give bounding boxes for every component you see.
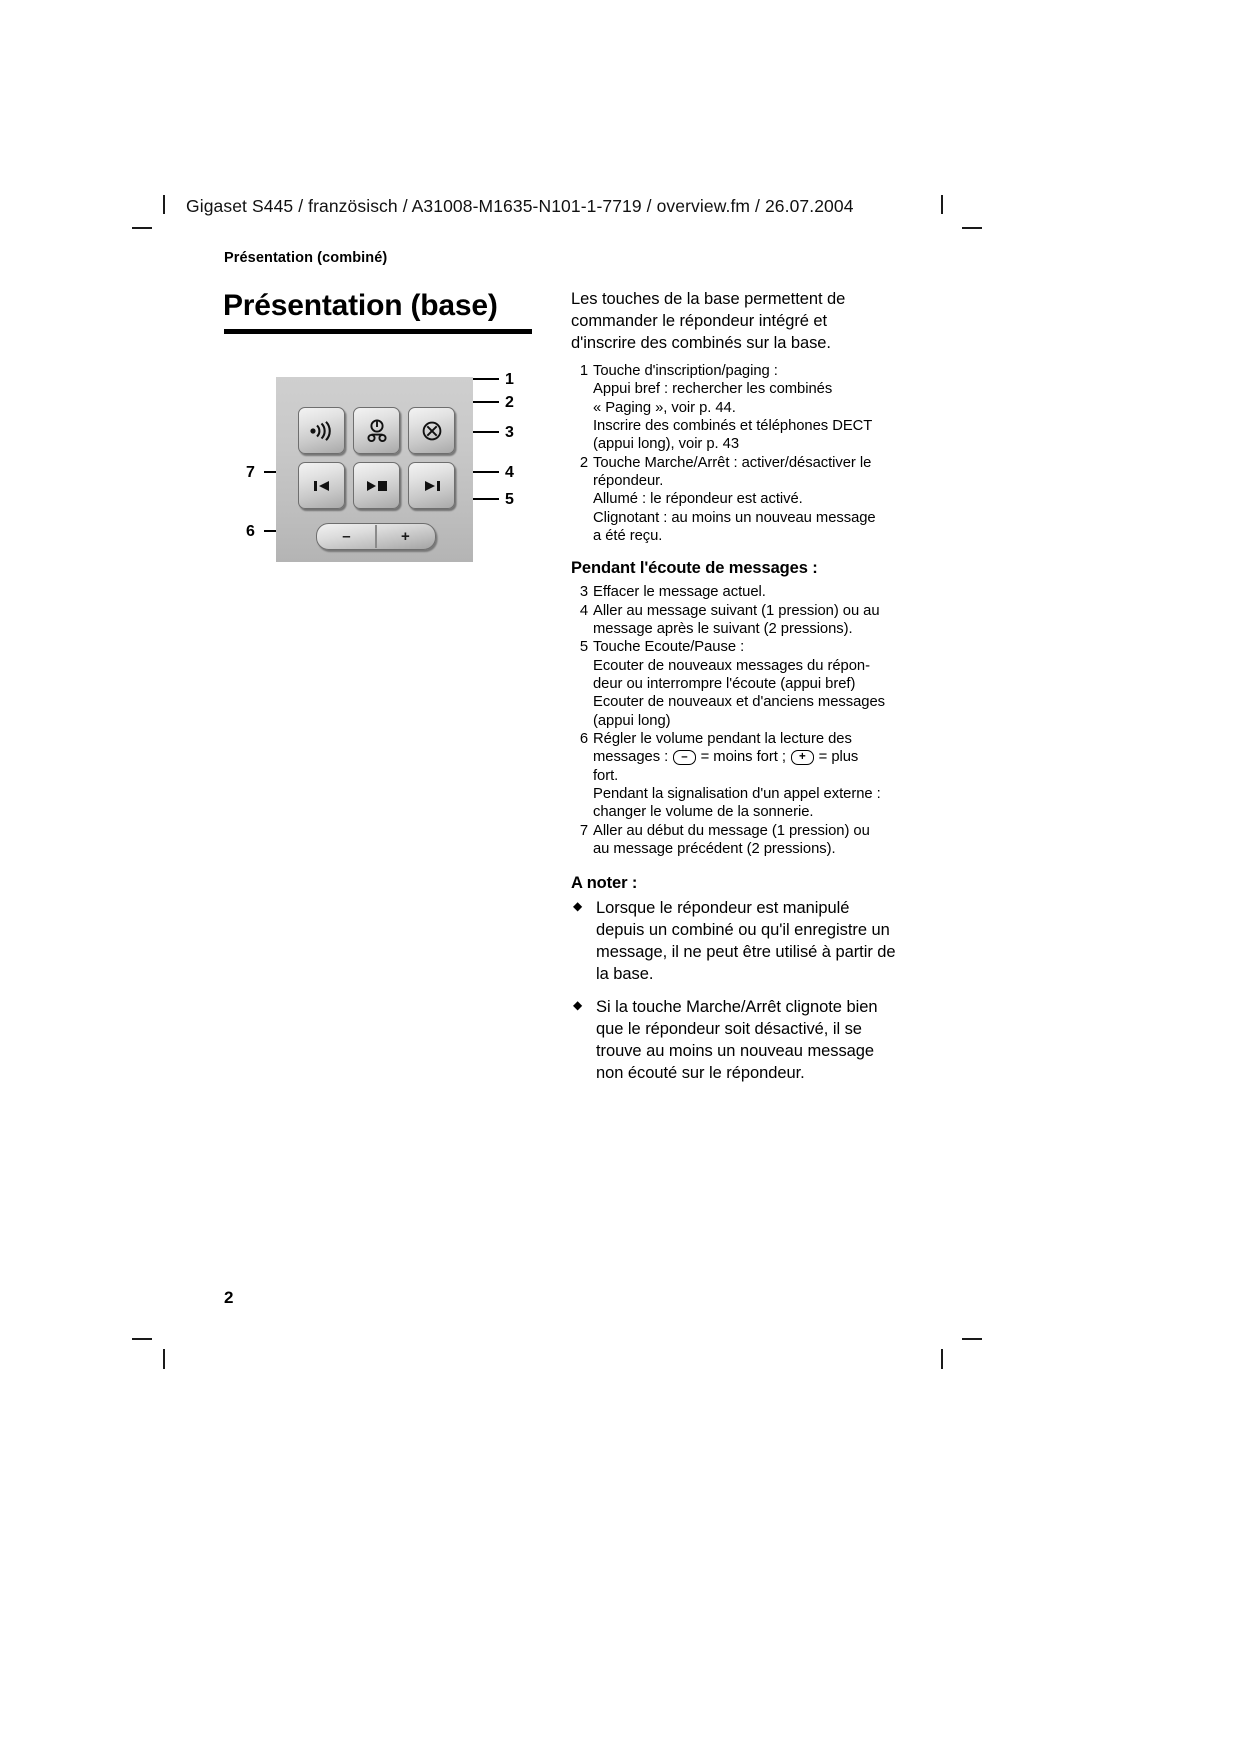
list-item-3-number: 3 — [579, 584, 588, 601]
list-item-7-line-2: au message précédent (2 pressions). — [593, 841, 836, 858]
list-item-6-line-1: Régler le volume pendant la lecture des — [593, 731, 852, 747]
crop-mark-bottom-right-vertical — [941, 1349, 943, 1369]
note-bullet-item-2-text: Si la touche Marche/Arrêt clignote bien que le répondeur soit désactivé, il se trouve au moins un nouveau message non écouté sur le répondeur. — [596, 998, 878, 1082]
skip-back-icon — [311, 478, 333, 494]
page-title: Présentation (base) — [223, 289, 498, 322]
list-item-6-line-2 — [593, 748, 896, 766]
previous-button[interactable] — [298, 462, 345, 509]
list-item-5-line-3: deur ou interrompre l'écoute (appui bref) — [593, 675, 856, 692]
circle-x-icon — [421, 420, 443, 442]
list-item-6-line-2-suffix: = plus — [814, 749, 859, 766]
volume-up-label[interactable]: + — [401, 528, 410, 545]
note-bullet-list — [571, 898, 896, 1085]
list-item-7-line-1: Aller au début du message (1 pression) ou — [593, 822, 870, 839]
header-rule-right — [941, 195, 943, 214]
diamond-bullet-icon: ◆ — [573, 998, 583, 1013]
list-item-2-line-1: Touche Marche/Arrêt : activer/désactiver le — [593, 454, 872, 471]
base-station-figure — [224, 360, 534, 570]
list-item-1-line-1: Touche d'inscription/paging : — [593, 362, 778, 379]
callout-number-4: 4 — [505, 464, 514, 481]
document-header: Gigaset S445 / französisch / A31008-M1635-N101-1-7719 / overview.fm / 26.07.2004 — [186, 196, 854, 216]
callout-number-2: 2 — [505, 394, 514, 411]
list-item-2-number: 2 — [579, 454, 588, 471]
callout-number-7: 7 — [246, 464, 255, 481]
next-button[interactable] — [408, 462, 455, 509]
callout-number-5: 5 — [505, 491, 514, 508]
list-item-6-line-2-middle: = moins fort ; — [696, 749, 790, 766]
volume-down-label[interactable]: – — [342, 528, 351, 545]
sound-waves-icon — [309, 421, 335, 441]
list-item-3 — [571, 583, 896, 601]
list-item-5-line-5: (appui long) — [593, 712, 671, 729]
listening-section-heading: Pendant l'écoute de messages : — [571, 559, 818, 578]
chapter-label: Présentation (combiné) — [224, 250, 388, 266]
skip-forward-icon — [421, 478, 443, 494]
note-bullet-item-2 — [571, 997, 896, 1085]
crop-mark-top-left — [132, 227, 152, 229]
crop-mark-bottom-left-vertical — [163, 1349, 165, 1369]
callout-number-3: 3 — [505, 424, 514, 441]
note-section-heading: A noter : — [571, 874, 638, 893]
list-item-2-line-4: Clignotant : au moins un nouveau message — [593, 509, 876, 526]
numbered-list-top — [571, 362, 896, 545]
play-pause-button[interactable] — [353, 462, 400, 509]
list-item-6-line-5: changer le volume de la sonnerie. — [593, 804, 814, 821]
answering-machine-icon — [366, 419, 388, 443]
note-bullet-item-1 — [571, 898, 896, 986]
list-item-1-line-4: Inscrire des combinés et téléphones DECT — [593, 417, 873, 434]
crop-mark-top-right — [962, 227, 982, 229]
list-item-6-line-3: fort. — [593, 767, 619, 784]
list-item-7-number: 7 — [579, 822, 588, 839]
list-item-2-line-2: répondeur. — [593, 472, 664, 489]
list-item-6-number: 6 — [579, 731, 588, 747]
volume-up-keyglyph: + — [791, 750, 814, 765]
list-item-5-number: 5 — [579, 639, 588, 656]
crop-mark-bottom-left — [132, 1338, 152, 1340]
numbered-list-listening — [571, 583, 896, 858]
list-item-6-line-4: Pendant la signalisation d'un appel externe : — [593, 786, 881, 803]
intro-paragraph: Les touches de la base permettent de commander le répondeur intégré et d'inscrire des combinés sur la base. — [571, 290, 846, 352]
right-column — [571, 289, 896, 1096]
base-station-keypad — [298, 407, 453, 511]
delete-button[interactable] — [408, 407, 455, 454]
play-stop-icon — [364, 478, 390, 494]
list-item-4-line-1: Aller au message suivant (1 pression) ou au — [593, 602, 880, 619]
list-item-2 — [571, 454, 896, 546]
diamond-bullet-icon: ◆ — [573, 899, 583, 914]
list-item-2-line-5: a été reçu. — [593, 527, 663, 544]
list-item-1-line-3: « Paging », voir p. 44. — [593, 399, 736, 416]
title-rule — [224, 329, 532, 334]
crop-mark-bottom-right — [962, 1338, 982, 1340]
list-item-5-line-1: Touche Ecoute/Pause : — [593, 639, 745, 656]
list-item-4-line-2: message après le suivant (2 pressions). — [593, 620, 853, 637]
paging-button[interactable] — [298, 407, 345, 454]
note-bullet-item-1-text: Lorsque le répondeur est manipulé depuis un combiné ou qu'il enregistre un message, il ne peut être utilisé à partir de la base. — [596, 899, 896, 984]
volume-rocker[interactable] — [316, 523, 436, 550]
header-rule-left — [163, 195, 165, 214]
list-item-6 — [571, 730, 896, 822]
list-item-2-line-3: Allumé : le répondeur est activé. — [593, 491, 803, 508]
base-station-body — [276, 377, 473, 562]
list-item-6-line-2-prefix: messages : — [593, 749, 673, 766]
volume-down-keyglyph: – — [673, 750, 695, 765]
list-item-7 — [571, 822, 896, 859]
callout-number-6: 6 — [246, 523, 255, 540]
list-item-1-number: 1 — [579, 362, 588, 379]
list-item-1-line-5: (appui long), voir p. 43 — [593, 436, 740, 453]
list-item-3-line-1: Effacer le message actuel. — [593, 584, 766, 601]
list-item-5-line-4: Ecouter de nouveaux et d'anciens messages — [593, 694, 885, 711]
list-item-4-number: 4 — [579, 602, 588, 619]
list-item-4 — [571, 602, 896, 639]
list-item-1 — [571, 362, 896, 454]
answering-machine-button[interactable] — [353, 407, 400, 454]
page-number: 2 — [224, 1288, 234, 1307]
list-item-5 — [571, 638, 896, 730]
callout-number-1: 1 — [505, 371, 514, 388]
list-item-5-line-2: Ecouter de nouveaux messages du répon- — [593, 657, 870, 674]
list-item-1-line-2: Appui bref : rechercher les combinés — [593, 381, 833, 398]
volume-rocker-divider — [375, 525, 377, 548]
